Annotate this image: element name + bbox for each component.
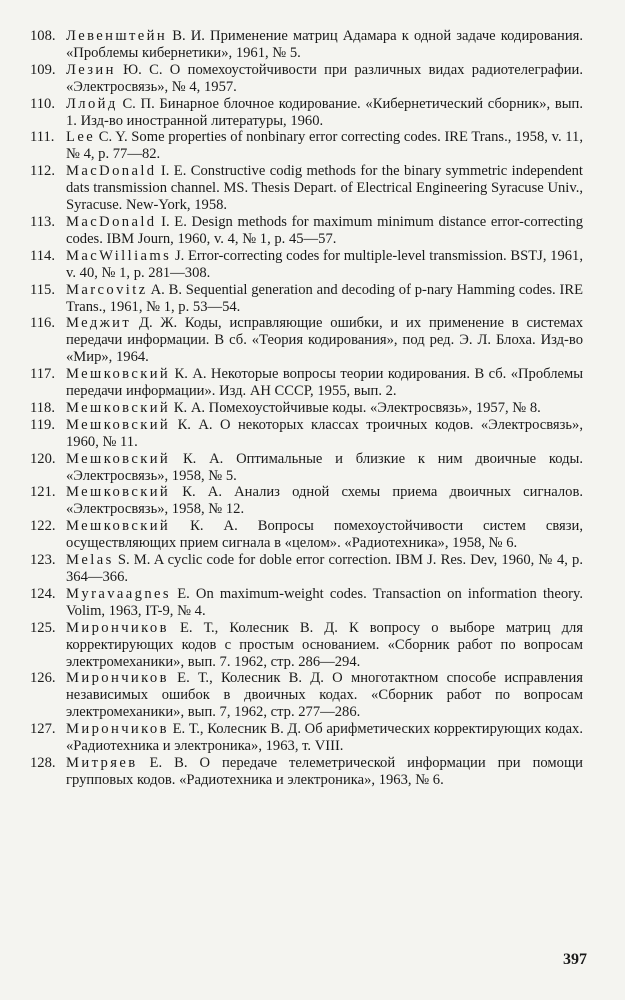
reference-author: Мешковский: [66, 416, 171, 433]
reference-entry: [30, 62, 583, 96]
reference-author: Левенштейн: [66, 28, 168, 44]
reference-entry: [30, 755, 583, 789]
reference-author: Митряев: [66, 754, 138, 771]
reference-list: [30, 28, 583, 789]
reference-author: Мешковский: [66, 484, 171, 501]
reference-text: S. M. A cyclic code for doble error correction. IBM J. Res. Dev, 1960, № 4, p. 364—366.: [66, 552, 583, 585]
reference-text: К. А. Оптимальные и близкие к ним двоичные коды. «Электросвязь», 1958, № 5.: [66, 450, 583, 484]
reference-text: A. B. Sequential generation and decoding of p-nary Hamming codes. IRE Trans., 1961, № 1, p. 53—54.: [66, 281, 584, 315]
reference-entry: [30, 248, 583, 282]
reference-number: 118.: [30, 399, 55, 416]
reference-number: 108.: [30, 28, 56, 44]
reference-number: 115.: [30, 281, 55, 298]
reference-number: 117.: [30, 366, 55, 383]
reference-entry: [30, 586, 583, 620]
reference-entry: [30, 400, 583, 417]
reference-text: В. И. Применение матриц Адамара к одной задаче кодирования. «Проблемы кибернетики», 1961, № 5.: [66, 28, 584, 61]
reference-number: 124.: [30, 585, 56, 602]
reference-text: C. Y. Some properties of nonbinary error correcting codes. IRE Trans., 1958, v. 11, № 4, p. 77—82.: [66, 129, 583, 163]
reference-text: Е. Т., Колесник В. Д. К вопросу о выборе матриц для корректирующих кодов с простым основанием. «Сборник работ по вопросам электромеханики», вып. 7. 1962, стр. 286—294.: [66, 619, 583, 670]
reference-entry: [30, 28, 583, 62]
reference-number: 122.: [30, 518, 56, 535]
reference-entry: [30, 96, 583, 130]
reference-entry: [30, 366, 583, 400]
reference-number: 109.: [30, 61, 56, 78]
reference-number: 119.: [30, 416, 55, 433]
page-number: 397: [563, 951, 587, 968]
reference-text: С. П. Бинарное блочное кодирование. «Кибернетический сборник», вып. 1. Изд-во иностранной литературы, 1960.: [66, 95, 583, 129]
reference-entry: [30, 282, 583, 316]
reference-number: 125.: [30, 619, 56, 636]
reference-number: 116.: [30, 315, 55, 332]
reference-text: К. А. Помехоустойчивые коды. «Электросвязь», 1957, № 8.: [173, 399, 541, 416]
reference-author: MacDonald: [66, 213, 157, 230]
reference-number: 113.: [30, 213, 55, 230]
reference-author: Myravaagnes: [66, 585, 172, 602]
reference-text: К. А. Вопросы помехоустойчивости систем связи, осуществляющих прием сигнала в «целом». «Радиотехника», 1958, № 6.: [66, 518, 583, 552]
reference-author: MacWilliams: [66, 247, 172, 264]
reference-text: I. E. Design methods for maximum minimum distance error-correcting codes. IBM Journ, 1960, v. 4, № 1, p. 45—57.: [66, 213, 583, 247]
reference-number: 126.: [30, 670, 56, 687]
reference-text: I. E. Constructive codig methods for the binary symmetric independent dats transmission channel. MS. Thesis Depart. of Electrical Engineering Syracuse Univ., Syracuse. New-York, 1958.: [66, 163, 583, 214]
reference-number: 123.: [30, 552, 56, 569]
reference-author: Мешковский: [66, 366, 171, 383]
reference-text: Д. Ж. Коды, исправляющие ошибки, и их применение в системах передачи информации. В сб. «Теория кодирования», под ред. Э. Л. Блоха. Изд-во «Мир», 1964.: [66, 315, 583, 366]
reference-entry: [30, 484, 583, 518]
reference-author: Мешковский: [66, 518, 171, 535]
reference-entry: [30, 451, 583, 485]
reference-entry: [30, 620, 583, 671]
reference-entry: [30, 163, 583, 214]
reference-number: 127.: [30, 721, 56, 738]
reference-author: Мешковский: [66, 450, 171, 467]
reference-text: Е. В. О передаче телеметрической информации при помощи групповых кодов. «Радиотехника и электроника», 1963, № 6.: [66, 754, 583, 788]
reference-text: J. Error-correcting codes for multiple-level transmission. BSTJ, 1961, v. 40, № 1, p. 281—308.: [66, 247, 583, 281]
reference-text: К. А. О некоторых классах троичных кодов. «Электросвязь», 1960, № 11.: [66, 416, 583, 450]
reference-entry: [30, 214, 583, 248]
reference-entry: [30, 518, 583, 552]
reference-author: Меджит: [66, 315, 132, 332]
reference-author: Мирончиков: [66, 619, 169, 636]
reference-text: Ю. С. О помехоустойчивости при различных видах радиотелеграфии. «Электросвязь», № 4, 1957.: [66, 61, 583, 95]
reference-number: 110.: [30, 95, 55, 112]
reference-text: E. On maximum-weight codes. Transaction on information theory. Volim, 1963, IT-9, № 4.: [66, 585, 583, 619]
reference-text: К. А. Некоторые вопросы теории кодирования. В сб. «Проблемы передачи информации». Изд. АН СССР, 1955, вып. 2.: [66, 366, 583, 400]
reference-entry: [30, 552, 583, 586]
reference-entry: [30, 129, 583, 163]
reference-number: 112.: [30, 163, 55, 180]
reference-number: 111.: [30, 129, 55, 146]
reference-entry: [30, 721, 583, 755]
reference-number: 120.: [30, 450, 56, 467]
reference-number: 128.: [30, 754, 56, 771]
reference-text: Е. Т., Колесник В. Д. О многотактном способе исправления независимых ошибок в двоичных кодах. «Сборник работ по вопросам электромеханики», вып. 7, 1962, стр. 277—286.: [66, 670, 584, 721]
reference-author: Melas: [66, 552, 114, 569]
reference-text: Е. Т., Колесник В. Д. Об арифметических корректирующих кодах. «Радиотехника и электроника», 1963, т. VIII.: [66, 721, 583, 755]
reference-author: Lee: [66, 129, 96, 146]
reference-number: 114.: [30, 247, 55, 264]
reference-author: Ллойд: [66, 95, 118, 112]
reference-entry: [30, 315, 583, 366]
reference-author: MacDonald: [66, 163, 157, 180]
reference-entry: [30, 417, 583, 451]
reference-author: Мирончиков: [66, 670, 169, 687]
reference-author: Мирончиков: [66, 721, 169, 738]
reference-text: К. А. Анализ одной схемы приема двоичных сигналов. «Электросвязь», 1958, № 12.: [66, 484, 583, 518]
reference-entry: [30, 670, 583, 721]
reference-number: 121.: [30, 484, 56, 501]
reference-author: Marcovitz: [66, 281, 148, 298]
reference-author: Лезин: [66, 61, 116, 78]
reference-author: Мешковский: [66, 399, 171, 416]
